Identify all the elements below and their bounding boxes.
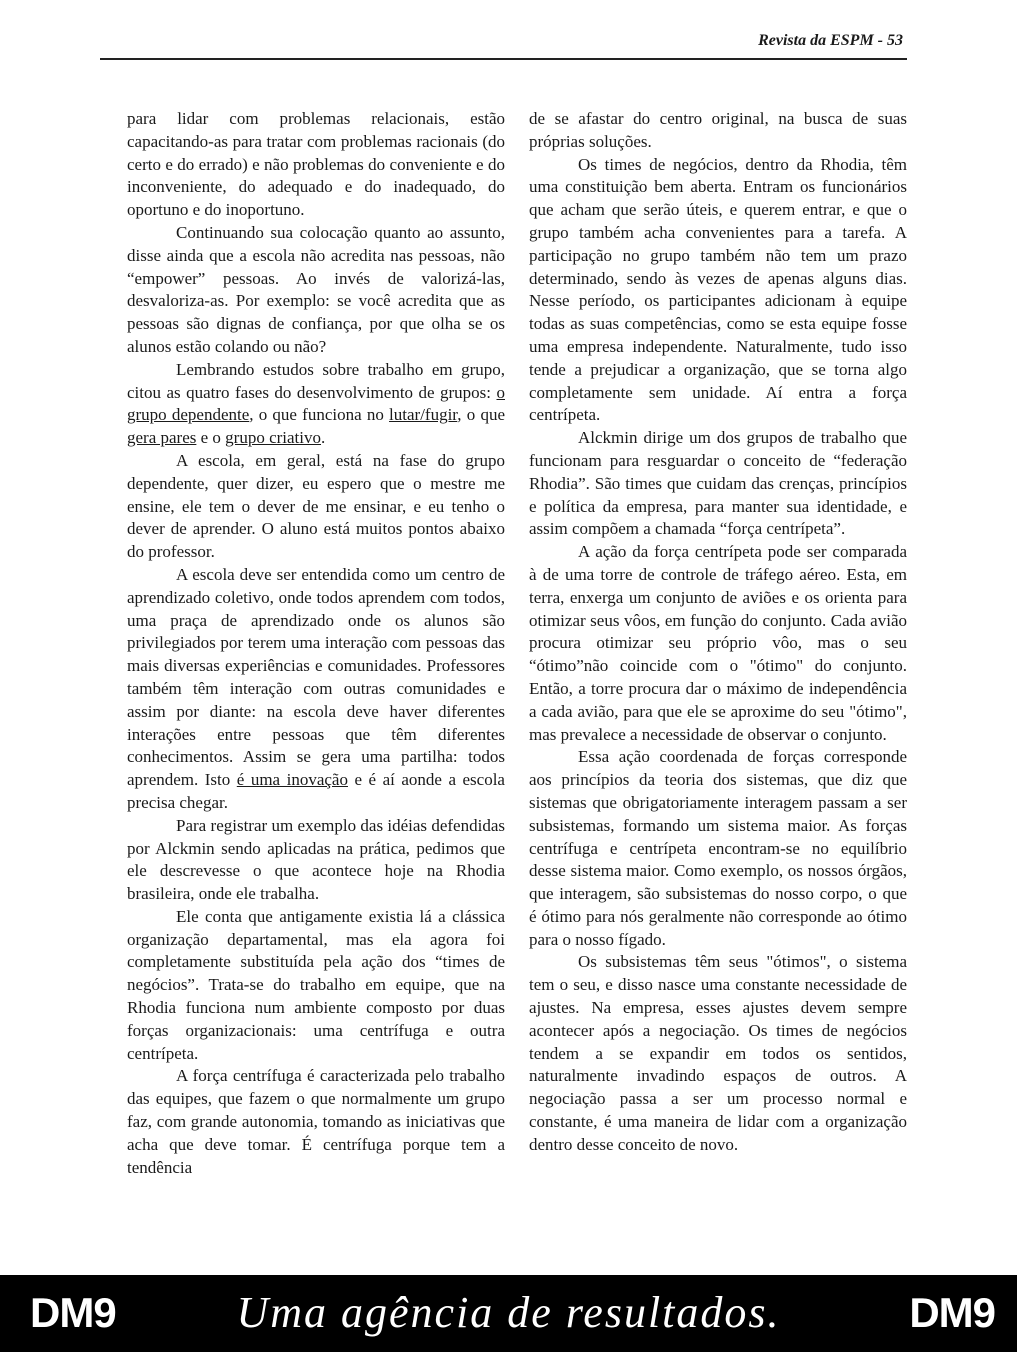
paragraph: A escola, em geral, está na fase do grupo dependente, quer dizer, eu espero que o mestre me ensine, ele tem o dever de me ensinar, e eu tenho o dever de aprender. O aluno está muitos pontos abaixo do professor.: [127, 450, 505, 562]
dm9-logo-right: DM9: [909, 1289, 995, 1336]
underlined-term: grupo criativo: [225, 428, 322, 448]
paragraph: A força centrífuga é caracterizada pelo trabalho das equipes, que fazem o que normalmente um grupo faz, com grande autonomia, tomando as iniciativas que acha que deve tomar. É centrífuga porque tem a tendência: [127, 1066, 505, 1177]
paragraph: A escola deve ser entendida como um centro de aprendizado coletivo, onde todos aprendem com todos, uma praça de aprendizado onde os alunos são privilegiados por terem uma interação com pessoas das mais diversas experiências e comunidades. Professores também têm interação com outras comunidades e assim por diante: na escola deve haver diferentes interações entre pessoas que têm diferentes conhecimentos. Assim se gera uma partilha: todos aprendem. Isto é uma inovação e é aí aonde a escola precisa chegar.: [127, 564, 505, 812]
paragraph: A ação da força centrípeta pode ser comparada à de uma torre de controle de tráfego aéreo. Esta, em terra, enxerga um conjunto de aviões e os orienta para otimizar seus vôos, em função do conjunto. Cada avião procura otimizar seu próprio vôo, mas o seu “ótimo”não coincide com o "ótimo" do conjunto. Então, a torre procura dar o máximo de independência a cada avião, para que ele se aproxime do seu "ótimo", mas prevalece a necessidade de observar o conjunto.: [529, 542, 907, 744]
underlined-term: gera pares: [127, 428, 197, 448]
underlined-term: o grupo dependente: [127, 382, 505, 425]
paragraph: Alckmin dirige um dos grupos de trabalho que funcionam para resguardar o conceito de “federação Rhodia”. São times que cuidam das crenças, princípios e política da empresa, para manter sua identidade, e assim compõem a chamada “força centrípeta”.: [529, 428, 907, 539]
journal-running-title: Revista da ESPM - 53: [758, 32, 903, 49]
paragraph: Ele conta que antigamente existia lá a clássica organização departamental, mas ela agora foi completamente substituída pela ação dos “times de negócios”. Trata-se do trabalho em equipe, que na Rhodia funciona num ambiente composto por duas forças organizacionais: uma centrífuga e outra centrípeta.: [127, 906, 505, 1063]
advertisement-banner: [0, 1275, 1017, 1352]
dm9-logo-left: DM9: [30, 1289, 116, 1336]
right-column: [529, 108, 907, 1157]
paragraph: Para registrar um exemplo das idéias defendidas por Alckmin sendo aplicadas na prática, pedimos que ele descrevesse o que acontece hoje na Rhodia brasileira, onde ele trabalha.: [127, 815, 505, 904]
ad-tagline: Uma agência de resultados.: [236, 1288, 781, 1337]
left-column: [127, 108, 505, 1179]
paragraph: de se afastar do centro original, na busca de suas próprias soluções.: [529, 109, 907, 151]
paragraph: Os times de negócios, dentro da Rhodia, têm uma constituição bem aberta. Entram os funcionários que acham que serão úteis, e querem entrar, e que o grupo também acha convenientes para a tarefa. A participação no grupo também não tem um prazo determinado, sendo às vezes de apenas alguns dias. Nesse período, os participantes adicionam à equipe todas as suas competências, como se esta equipe fosse uma empresa independente. Naturalmente, tudo isso tende a prejudicar a organização, que se torna algo completamente sem unidade. Aí entra a força centrípeta.: [529, 154, 907, 425]
page-header: [100, 28, 907, 60]
paragraph: para lidar com problemas relacionais, estão capacitando-as para tratar com problemas racionais (do certo e do errado) e não problemas do conveniente e do inconveniente, do adequado e do inadequado, do oportuno e do inoportuno.: [127, 109, 505, 220]
underlined-term: é uma inovação: [236, 770, 348, 790]
paragraph: Essa ação coordenada de forças corresponde aos princípios da teoria dos sistemas, que diz que sistemas que obrigatoriamente interagem passam a ser subsistemas, formando um sistema maior. As forças centrífuga e centrípeta encontram-se no equilíbrio desse sistema maior. Como exemplo, os nossos órgãos, que interagem, são subsistemas do nosso corpo, o que é ótimo para nós geralmente não corresponde ao ótimo para o nosso fígado.: [529, 747, 907, 949]
paragraph: Lembrando estudos sobre trabalho em grupo, citou as quatro fases do desenvolvimento de grupos: o grupo dependente, o que funciona no lutar/fugir, o que gera pares e o grupo criativo.: [127, 359, 505, 448]
paragraph: Continuando sua colocação quanto ao assunto, disse ainda que a escola não acredita nas pessoas, não “empower” pessoas. Ao invés de valorizá-las, desvaloriza-as. Por exemplo: se você acredita que as pessoas são dignas de confiança, por que olha se os alunos estão colando ou não?: [127, 222, 505, 356]
paragraph: Os subsistemas têm seus "ótimos", o sistema tem o seu, e disso nasce uma constante necessidade de ajustes. Na empresa, esses ajustes devem sempre acontecer após a negociação. Os times de negócios tendem a se expandir em todos os sentidos, naturalmente invadindo espaços de outros. A negociação passa a ser um processo normal e constante, é uma maneira de lidar com a organização dentro desse conceito de novo.: [529, 952, 907, 1154]
underlined-term: lutar/fugir: [389, 405, 458, 425]
